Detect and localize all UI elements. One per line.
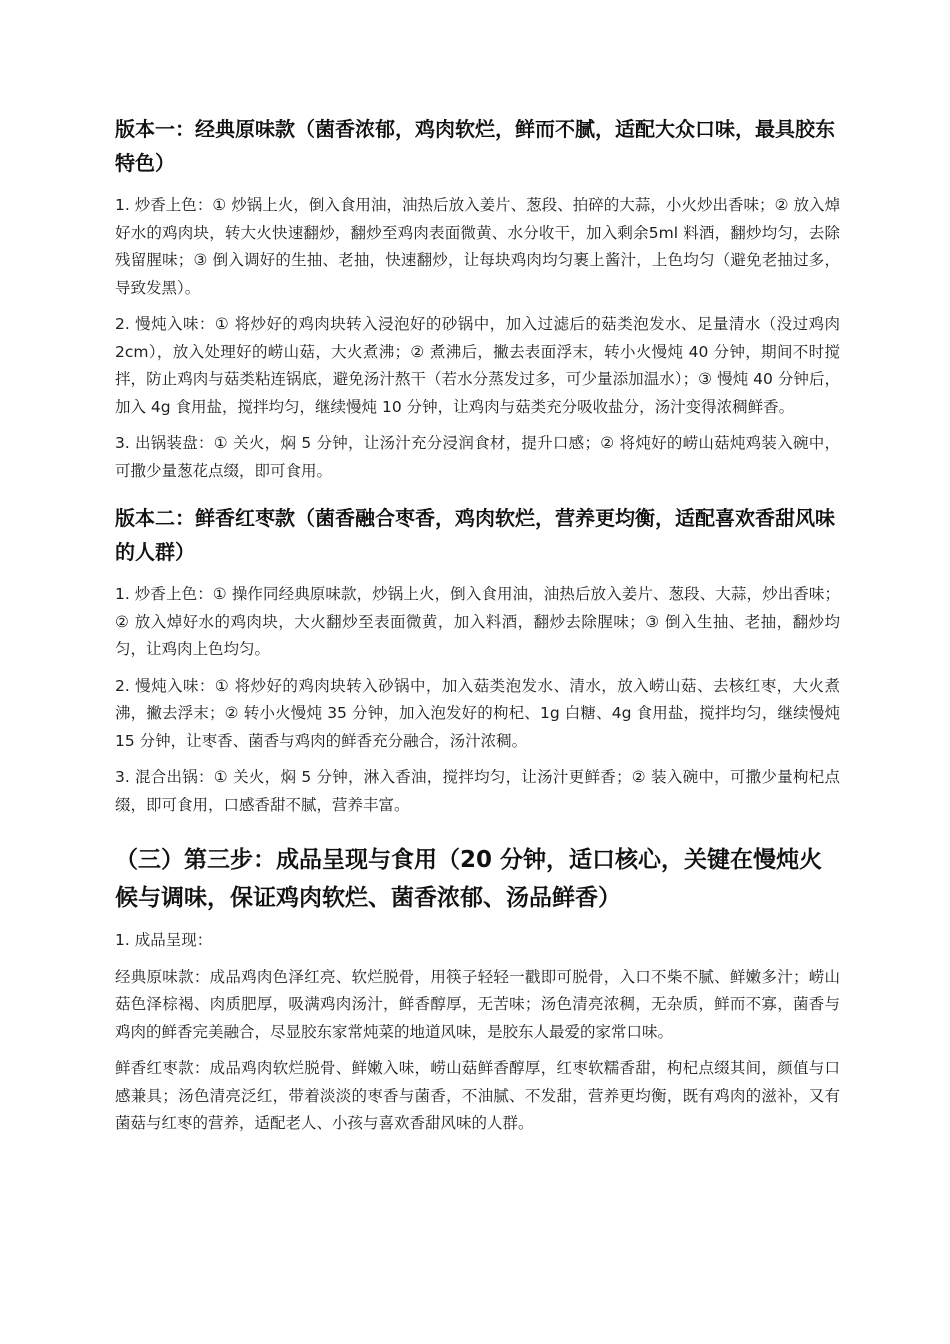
step-three-intro: 1. 成品呈现： bbox=[115, 931, 213, 949]
version-one-step-3: 3. 出锅装盘：① 关火，焖 5 分钟，让汤汁充分浸润食材，提升口感；② 将炖好的崂山菇炖鸡装入碗中，可撒少量葱花点缀，即可食用。 bbox=[115, 434, 840, 480]
version-one-step-2: 2. 慢炖入味：① 将炒好的鸡肉块转入浸泡好的砂锅中，加入过滤后的菇类泡发水、足量清水（没过鸡肉 2cm），放入处理好的崂山菇，大火煮沸；② 煮沸后，撇去表面浮末，转小火慢炖 40 分钟，期间不时搅拌，防止鸡肉与菇类粘连锅底，避免汤汁熬干（若水分蒸发过多，可少量添加温水）；③ 慢炖 40 分钟后，加入 4g 食用盐，搅拌均匀，继续慢炖 10 分钟，让鸡肉与菇类充分吸收盐分，汤汁变得浓稠鲜香。 bbox=[115, 315, 840, 416]
classic-result-paragraph: 经典原味款：成品鸡肉色泽红亮、软烂脱骨，用筷子轻轻一戳即可脱骨，入口不柴不腻、鲜嫩多汁；崂山菇色泽棕褐、肉质肥厚，吸满鸡肉汤汁，鲜香醇厚，无苦味；汤色清亮浓稠，无杂质，鲜而不寡，菌香与鸡肉的鲜香完美融合，尽显胶东家常炖菜的地道风味，是胶东人最爱的家常口味。 bbox=[115, 967, 840, 1041]
step-three-heading: （三）第三步：成品呈现与食用（20 分钟，适口核心，关键在慢炖火候与调味，保证鸡肉软烂、菌香浓郁、汤品鲜香） bbox=[115, 847, 823, 911]
version-two-step-1: 1. 炒香上色：① 操作同经典原味款，炒锅上火，倒入食用油，油热后放入姜片、葱段、大蒜，炒出香味；② 放入焯好水的鸡肉块，大火翻炒至表面微黄，加入料酒，翻炒去除腥味；③ 倒入生抽、老抽，翻炒均匀，让鸡肉上色均匀。 bbox=[115, 585, 840, 658]
version-two-heading: 版本二：鲜香红枣款（菌香融合枣香，鸡肉软烂，营养更均衡，适配喜欢香甜风味的人群） bbox=[115, 506, 835, 564]
version-two-step-3: 3. 混合出锅：① 关火，焖 5 分钟，淋入香油，搅拌均匀，让汤汁更鲜香；② 装入碗中，可撒少量枸杞点缀，即可食用，口感香甜不腻，营养丰富。 bbox=[115, 768, 840, 814]
version-one-heading: 版本一：经典原味款（菌香浓郁，鸡肉软烂，鲜而不腻，适配大众口味，最具胶东特色） bbox=[115, 117, 835, 175]
version-one-step-1: 1. 炒香上色：① 炒锅上火，倒入食用油，油热后放入姜片、葱段、拍碎的大蒜，小火炒出香味；② 放入焯好水的鸡肉块，转大火快速翻炒，翻炒至鸡肉表面微黄、水分收干，加入剩余5ml 料酒，翻炒均匀，去除残留腥味；③ 倒入调好的生抽、老抽，快速翻炒，让每块鸡肉均匀裹上酱汁，上色均匀（避免老抽过多，导致发黑）。 bbox=[115, 196, 840, 297]
version-two-step-2: 2. 慢炖入味：① 将炒好的鸡肉块转入砂锅中，加入菇类泡发水、清水，放入崂山菇、去核红枣，大火煮沸，撇去浮末；② 转小火慢炖 35 分钟，加入泡发好的枸杞、1g 白糖、4g 食用盐，搅拌均匀，继续慢炖 15 分钟，让枣香、菌香与鸡肉的鲜香充分融合，汤汁浓稠。 bbox=[115, 676, 840, 750]
document-page bbox=[115, 112, 840, 1147]
jujube-result-paragraph: 鲜香红枣款：成品鸡肉软烂脱骨、鲜嫩入味，崂山菇鲜香醇厚，红枣软糯香甜，枸杞点缀其间，颜值与口感兼具；汤色清亮泛红，带着淡淡的枣香与菌香，不油腻、不发甜，营养更均衡，既有鸡肉的滋补，又有菌菇与红枣的营养，适配老人、小孩与喜欢香甜风味的人群。 bbox=[115, 1059, 840, 1132]
